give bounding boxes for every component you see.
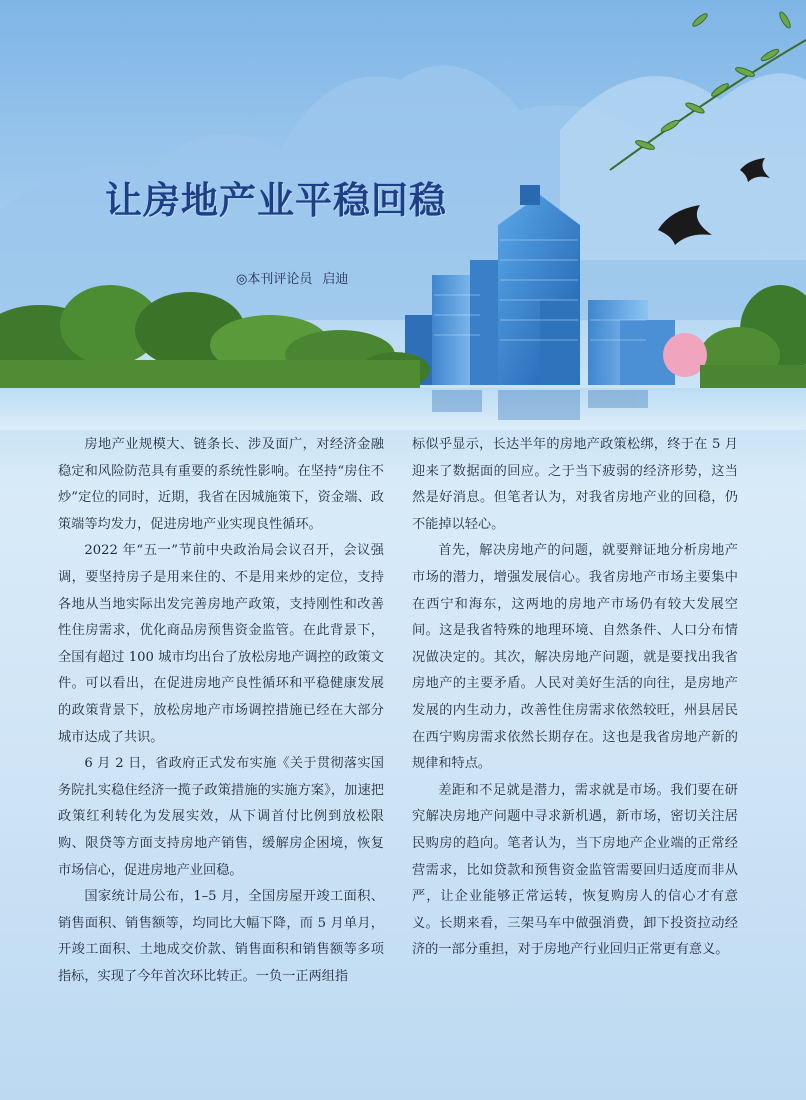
paragraph: 首先，解决房地产的问题，就要辩证地分析房地产市场的潜力，增强发展信心。我省房地产市场主要集中在西宁和海东，这两地的房地产市场仍有较大发展空间。这是我省特殊的地理环境、自然条件、人口分布情况做决定的。其次，解决房地产问题，就是要找出我省房地产的主要矛盾。人民对美好生活的向往，是房地产发展的内生动力，改善性住房需求依然较旺，州县居民在西宁购房需求依然长期存在。这也是我省房地产新的规律和特点。 [412, 543, 738, 772]
water-reflection [0, 388, 806, 430]
hero-illustration [0, 0, 806, 430]
author-name: 启迪 [322, 272, 349, 287]
paragraph: 国家统计局公布，1–5 月，全国房屋开竣工面积、销售面积、销售额等，均同比大幅下降，而 5 月单月，开竣工面积、土地成交价款、销售面积和销售额等多项指标，实现了今年首次环比转正。一负一正两组指 [58, 889, 384, 984]
article-column-left [58, 432, 384, 990]
byline-prefix: ◎本刊评论员 [236, 272, 313, 287]
byline [236, 268, 348, 287]
article-title: 让房地产业平稳回稳 [105, 178, 447, 222]
paragraph-continued: 标似乎显示，长达半年的房地产政策松绑，终于在 5 月迎来了数据面的回应。之于当下疲弱的经济形势，这当然是好消息。但笔者认为，对我省房地产业的回稳，仍不能掉以轻心。 [412, 437, 738, 532]
article-column-right [412, 432, 738, 964]
paragraph: 房地产业规模大、链条长、涉及面广，对经济金融稳定和风险防范具有重要的系统性影响。在坚持“房住不炒”定位的同时，近期，我省在因城施策下，资金端、政策端等均发力，促进房地产业实现良性循环。 [58, 437, 384, 532]
paragraph: 2022 年“五一”节前中央政治局会议召开，会议强调，要坚持房子是用来住的、不是用来炒的定位，支持各地从当地实际出发完善房地产政策，支持刚性和改善性住房需求，优化商品房预售资金监管。在此背景下，全国有超过 100 城市均出台了放松房地产调控的政策文件。可以看出，在促进房地产良性循环和平稳健康发展的政策背景下，放松房地产市场调控措施已经在大部分城市达成了共识。 [58, 543, 384, 745]
paragraph: 差距和不足就是潜力，需求就是市场。我们要在研究解决房地产问题中寻求新机遇，新市场，密切关注居民购房的趋向。笔者认为，当下房地产企业端的正常经营需求，比如贷款和预售资金监管需要回归适度而非从严，让企业能够正常运转，恢复购房人的信心才有意义。长期来看，三架马车中做强消费，卸下投资拉动经济的一部分重担，对于房地产行业回归正常更有意义。 [412, 782, 738, 958]
paragraph: 6 月 2 日，省政府正式发布实施《关于贯彻落实国务院扎实稳住经济一揽子政策措施的实施方案》，加速把政策红利转化为发展实效，从下调首付比例到放松限购、限贷等方面支持房地产销售，缓解房企困境，恢复市场信心，促进房地产业回稳。 [58, 756, 384, 878]
